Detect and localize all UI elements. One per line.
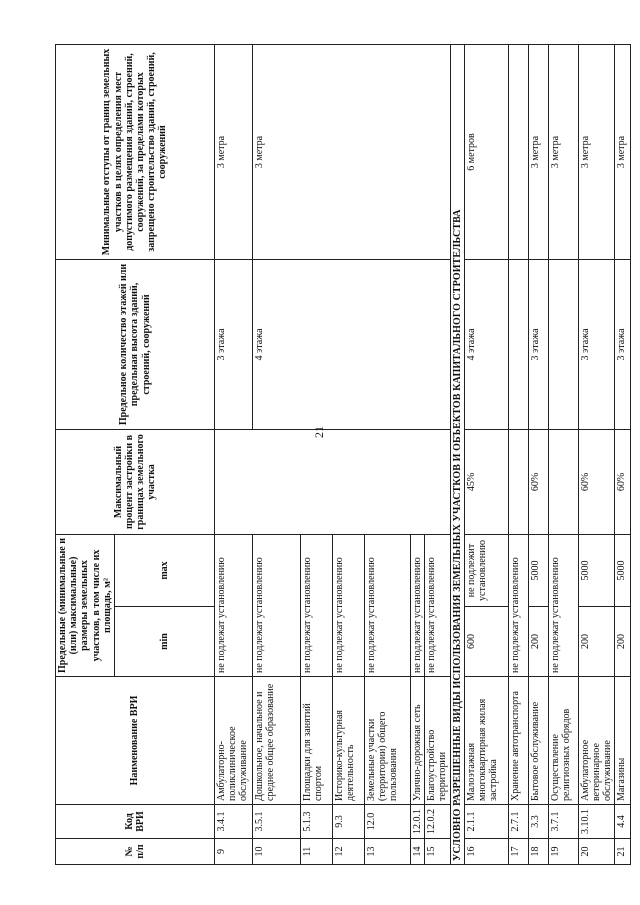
row-code: 12.0.2 [425,805,450,839]
row-code: 3.7.1 [548,805,578,839]
percent-cell-empty [508,429,528,534]
zoning-parameters-table [55,44,631,865]
header-code: Код ВРИ [56,805,215,839]
row-name: Земельные участки (территории) общего пользования [364,677,410,805]
row-area: не подлежат установлению [214,534,252,676]
section-header-row [450,44,464,864]
row-setback: 3 метра [615,44,631,259]
header-row-1 [56,44,115,864]
row-min: 600 [464,607,508,677]
header-percent: Максимальный процент застройки в границах земельного участка [56,429,215,534]
row-percent: 60% [615,429,631,534]
row-num: 19 [548,839,578,865]
row-area: не подлежат установлению [252,534,300,676]
row-min: 200 [578,607,615,677]
row-name: Магазины [615,677,631,805]
row-code: 9.3 [332,805,364,839]
zoning-table-container [55,45,628,865]
table-row [214,44,252,864]
table-row [464,44,508,864]
row-num: 15 [425,839,450,865]
row-name: Амбулаторно-поликлиническое обслуживание [214,677,252,805]
row-num: 10 [252,839,300,865]
floors-cell-empty [508,259,528,429]
header-name: Наименование ВРИ [56,677,215,805]
row-area: не подлежат установлению [364,534,410,676]
row-area: не подлежат установлению [508,534,528,676]
row-name: Бытовое обслуживание [528,677,548,805]
row-percent: 60% [528,429,548,534]
row-min: 200 [615,607,631,677]
row-code: 12.0 [364,805,410,839]
row-code: 4.4 [615,805,631,839]
header-num: № п/п [56,839,215,865]
floors-cell-empty [548,259,578,429]
row-name: Малоэтажная многоквартирная жилая застройка [464,677,508,805]
row-name: Улично-дорожная сеть [410,677,424,805]
percent-cell-empty [214,429,450,534]
row-area: не подлежат установлению [548,534,578,676]
row-max: 5000 [615,534,631,606]
row-name: Историко-культурная деятельность [332,677,364,805]
row-num: 14 [410,839,424,865]
row-code: 5.1.3 [300,805,332,839]
row-name: Благоустройство территории [425,677,450,805]
row-area: не подлежат установлению [332,534,364,676]
row-area: не подлежат установлению [300,534,332,676]
row-setback: 3 метра [528,44,548,259]
table-row [548,44,578,864]
row-num: 13 [364,839,410,865]
row-name: Хранение автотранспорта [508,677,528,805]
row-floors: 4 этажа [252,259,450,429]
row-floors: 4 этажа [464,259,508,429]
row-setback: 3 метра [578,44,615,259]
table-row [615,44,631,864]
table-row [528,44,548,864]
row-percent: 45% [464,429,508,534]
row-floors: 3 этажа [615,259,631,429]
row-setback: 3 метра [548,44,578,259]
row-floors: 3 этажа [214,259,252,429]
row-min: 200 [528,607,548,677]
row-code: 3.4.1 [214,805,252,839]
row-setback: 6 метров [464,44,508,259]
row-code: 2.1.1 [464,805,508,839]
row-num: 9 [214,839,252,865]
row-num: 12 [332,839,364,865]
row-code: 3.5.1 [252,805,300,839]
row-area: не подлежат установлению [425,534,450,676]
row-percent: 60% [578,429,615,534]
row-name: Площадки для занятий спортом [300,677,332,805]
header-max: max [114,534,214,606]
page-number: 21 [312,426,326,438]
section-title: УСЛОВНО РАЗРЕШЕННЫЕ ВИДЫ ИСПОЛЬЗОВАНИЯ ЗЕМЕЛЬНЫХ УЧАСТКОВ И ОБЪЕКТОВ КАПИТАЛЬНОГО СТРОИТЕЛЬСТВА [450,44,464,864]
row-name: Осуществление религиозных обрядов [548,677,578,805]
row-setback: 3 метра [214,44,252,259]
row-num: 20 [578,839,615,865]
row-num: 18 [528,839,548,865]
percent-cell-empty [548,429,578,534]
table-row [578,44,615,864]
row-name: Дошкольное, начальное и среднее общее образование [252,677,300,805]
row-floors: 3 этажа [578,259,615,429]
row-max: 5000 [528,534,548,606]
header-min: min [114,607,214,677]
row-code: 2.7.1 [508,805,528,839]
row-code: 3.3 [528,805,548,839]
row-name: Амбулаторное ветеринарное обслуживание [578,677,615,805]
row-code: 3.10.1 [578,805,615,839]
row-max: 5000 [578,534,615,606]
row-num: 17 [508,839,528,865]
row-num: 21 [615,839,631,865]
header-setback: Минимальные отступы от границ земельных участков в целях определения мест допустимого размещения зданий, строений, сооружений, за пределами которых запрещено строительство зданий, строений, сооружений [56,44,215,259]
header-area: Предельные (минимальные и (или) максимальные) размеры земельных участков, в том числе их площадь, м² [56,534,115,676]
table-row [508,44,528,864]
header-floors: Предельное количество этажей или предельная высота зданий, строений, сооружений [56,259,215,429]
row-setback: 3 метра [252,44,450,259]
setback-cell-empty [508,44,528,259]
row-floors: 3 этажа [528,259,548,429]
row-code: 12.0.1 [410,805,424,839]
row-num: 16 [464,839,508,865]
row-area: не подлежат установлению [410,534,424,676]
row-max: не подлежит установлению [464,534,508,606]
row-num: 11 [300,839,332,865]
